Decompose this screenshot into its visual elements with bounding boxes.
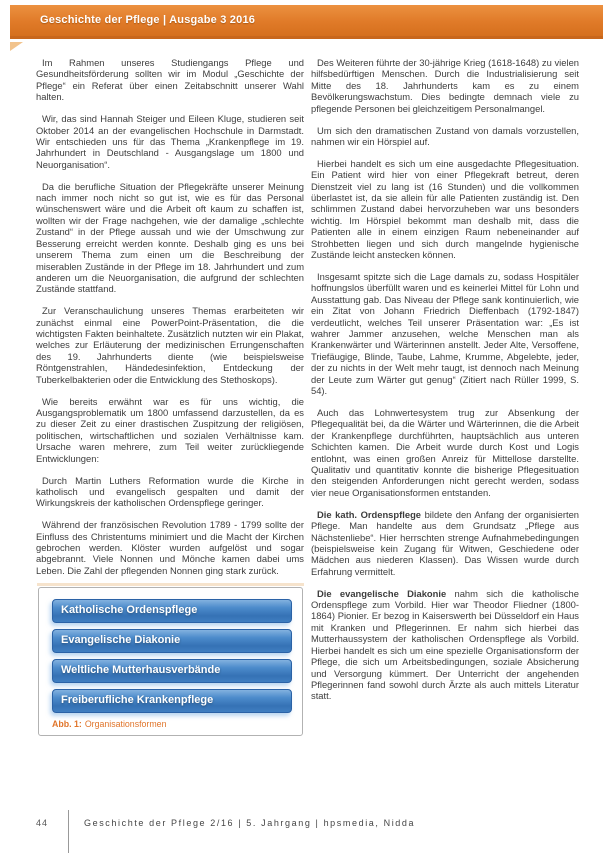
paragraph-body: bildete den Anfang der organisierten Pflege. Man handelte aus dem Grundsatz „Pflege aus Nächstenliebe“. Hier herrschten strenge Aufnahmebedingungen (beispielsweise kein Zugang für Witwen, Geschiedene oder Mädchen aus niederen Klassen). Das Wissen wurde durch Erfahrung vermittelt. (311, 508, 579, 577)
header-bar (10, 5, 603, 39)
paragraph: Des Weiteren führte der 30-jährige Krieg (1618-1648) zu vielen hilfsbedürftigen Menschen. Durch die Industrialisierung seit Mitte des 18. Jahrhunderts kam es zu einem Bevölkerungswachstum. Dies bedingte demnach viele zu pflegende Personen bei gleichzeitigem Personalmangel. (311, 57, 579, 114)
paragraph: Während der französischen Revolution 1789 - 1799 sollte der Einfluss des Christentums minimiert und die Macht der Kirchen gebrochen werden. Klöster wurden aufgelöst und sogar abgebrannt. Viele Nonnen und Mönche kamen dabei ums Leben. Die Zahl der pflegenden Nonnen ging stark zurück. (36, 519, 304, 576)
paragraph: Auch das Lohnwertesystem trug zur Absenkung der Pflegequalität bei, da die Wärter und Wärterinnen, die die Arbeit der Krankenpflege durchführten, hauptsächlich aus unteren Schichten kamen. Die Arbeit wurde durch Kost und Logis entlohnt, was einen großen Anreiz für Mittellose darstellte. Qualitativ und quantitativ konnte die bisherige Pflegesituation den steigenden Anforderungen nicht gerecht werden, sodass vier neue Organisationsformen entstanden. (311, 406, 579, 498)
paragraph-body: nahm sich die katholische Ordenspflege zum Vorbild. Hier war Theodor Fliedner (1800-1864) Pionier. Er bezog in Kaiserswerth bei Düsseldorf ein Haus mit Kranken und Pflegerinnen. Er nahm sich hierbei das Mutterhaussystem der katholischen Ordenspflege als Vorbild. Hierbei handelt es sich um eine spezielle Organisationsform der Pflege, die sich um Arbeitsbedingungen, soziale Absicherung und Versorgung kümmert. Der Unterricht der angehenden Pflegerinnen fand sowohl durch Ärzte als auch mittels Literatur statt. (311, 587, 579, 702)
header-fold-decoration (10, 42, 23, 51)
org-bar-weltliche-mutterhausverbaende: Weltliche Mutterhausverbände (52, 659, 292, 683)
paragraph: Insgesamt spitzte sich die Lage damals zu, sodass Hospitäler hoffnungslos überfüllt waren und es keinerlei Mittel für Lohn und Ausstattung gab. Das Niveau der Pflege sank kontinuierlich, wie ein Zitat von Johann Friedrich Dieffenbach (1792-1847) verdeutlicht, welches Teil unserer Präsentation war: „Es ist wahrer Jammer anzusehen, welche Menschen man als Krankenwärter und Wärterinnen anstellt. Jeder Alte, Versoffene, Triefäugige, Blinde, Taube, Lahme, Krumme, Abgelebte, jeder, der zu nichts in der Welt mehr taugt, ist dennoch nach Meinung der Leute zum Wärter gut genug“ (Zitiert nach Rüller 1999, S. 54). (311, 271, 579, 397)
right-column (311, 57, 579, 712)
footer-journal-line: Geschichte der Pflege 2/16 | 5. Jahrgang | hpsmedia, Nidda (84, 818, 416, 828)
paragraph: Wie bereits erwähnt war es für uns wichtig, die Ausgangsproblematik um 1800 umfassend darzustellen, da es zu dieser Zeit zu einer drastischen Zuspitzung der religiösen, politischen, wirtschaftlichen und sozialen Verhältnisse kam. Ursache waren mehrere, zum Teil weiter zurückliegende Entwicklungen: (36, 395, 304, 464)
paragraph: Hierbei handelt es sich um eine ausgedachte Pflegesituation. Ein Patient wird hier von einer Pflegekraft betreut, deren Dienstzeit viel zu lang ist (16 Stunden) und die vollkommen überlastet ist, da sie allein für alle Patienten zuständig ist. Den schlimmen Zustand dabei hervorzuheben war uns besonders wichtig. Im Hörspiel bekommt man deshalb mit, dass die Patienten alle in einem einzigen Raum nebeneinander auf Strohbetten liegen und sich durch mangelnde hygienische Zustände leicht anstecken können. (311, 157, 579, 261)
figure-organisationsformen (38, 587, 303, 736)
footer-divider (68, 810, 69, 853)
paragraph-lead: Die evangelische Diakonie (317, 587, 447, 599)
page-number: 44 (36, 818, 49, 828)
paragraph (311, 509, 579, 577)
paragraph: Im Rahmen unseres Studiengangs Pflege und Gesundheitsförderung sollten wir im Modul „Geschichte der Pflege“ ein Referat über einen Zeitabschnitt unserer Wahl halten. (36, 57, 304, 103)
figure-caption-label: Abb. 1: (52, 718, 82, 729)
org-bar-katholische-ordenspflege: Katholische Ordenspflege (52, 599, 292, 623)
paragraph: Durch Martin Luthers Reformation wurde die Kirche in katholisch und evangelisch gespalten und damit der Wirkungskreis der katholischen Ordenspflege geringer. (36, 474, 304, 509)
figure-caption (52, 719, 292, 730)
paragraph: Um sich den dramatischen Zustand von damals vorzustellen, nahmen wir ein Hörspiel auf. (311, 124, 579, 147)
org-bar-freiberufliche-krankenpflege: Freiberufliche Krankenpflege (52, 689, 292, 713)
paragraph: Zur Veranschaulichung unseres Themas erarbeiteten wir zunächst einmal eine PowerPoint-Präsentation, die die wichtigsten Fakten beinhaltete. Zusätzlich nutzten wir ein Plakat, welches zur Erläuterung der medizinischen Errungenschaften des 19. Jahrhunderts diente (wie beispielsweise Röntgenstrahlen, Händedesinfektion, Entdeckung der Tuberkelbakterien oder die Entwicklung des Stethoskops). (36, 305, 304, 385)
paragraph-lead: Die kath. Ordenspflege (317, 508, 422, 520)
org-bar-evangelische-diakonie: Evangelische Diakonie (52, 629, 292, 653)
journal-header-title: Geschichte der Pflege | Ausgabe 3 2016 (40, 14, 256, 26)
paragraph (311, 588, 579, 702)
figure-caption-text: Organisationsformen (84, 718, 167, 729)
paragraph: Wir, das sind Hannah Steiger und Eileen Kluge, studieren seit Oktober 2014 an der evangelischen Hochschule in Darmstadt. Wir entschieden uns für das Thema „Krankenpflege im 19. Jahrhundert in Deutschland - Ausgangslage um 1800 und Neuorganisation“. (36, 113, 304, 170)
paragraph: Da die berufliche Situation der Pflegekräfte unserer Meinung nach immer noch nicht so gut ist, wie es für das Personal wünschenswert wäre und die Arbeit oft kaum zu schaffen ist, wollten wir der Frage nachgehen, wie der damalige „schlechte Zustand“ in der Pflege aussah und wie der Umschwung zur Besserung erreicht werden konnte. Deshalb ging es uns bei unserem Thema zum einen um die Beschreibung der miserablen Zustände in der Pflege im 18. Jahrhundert und zum anderen um die Neuorganisation, die aufgrund der schlechten Zustände stattfand. (36, 180, 304, 295)
left-column (36, 57, 304, 736)
